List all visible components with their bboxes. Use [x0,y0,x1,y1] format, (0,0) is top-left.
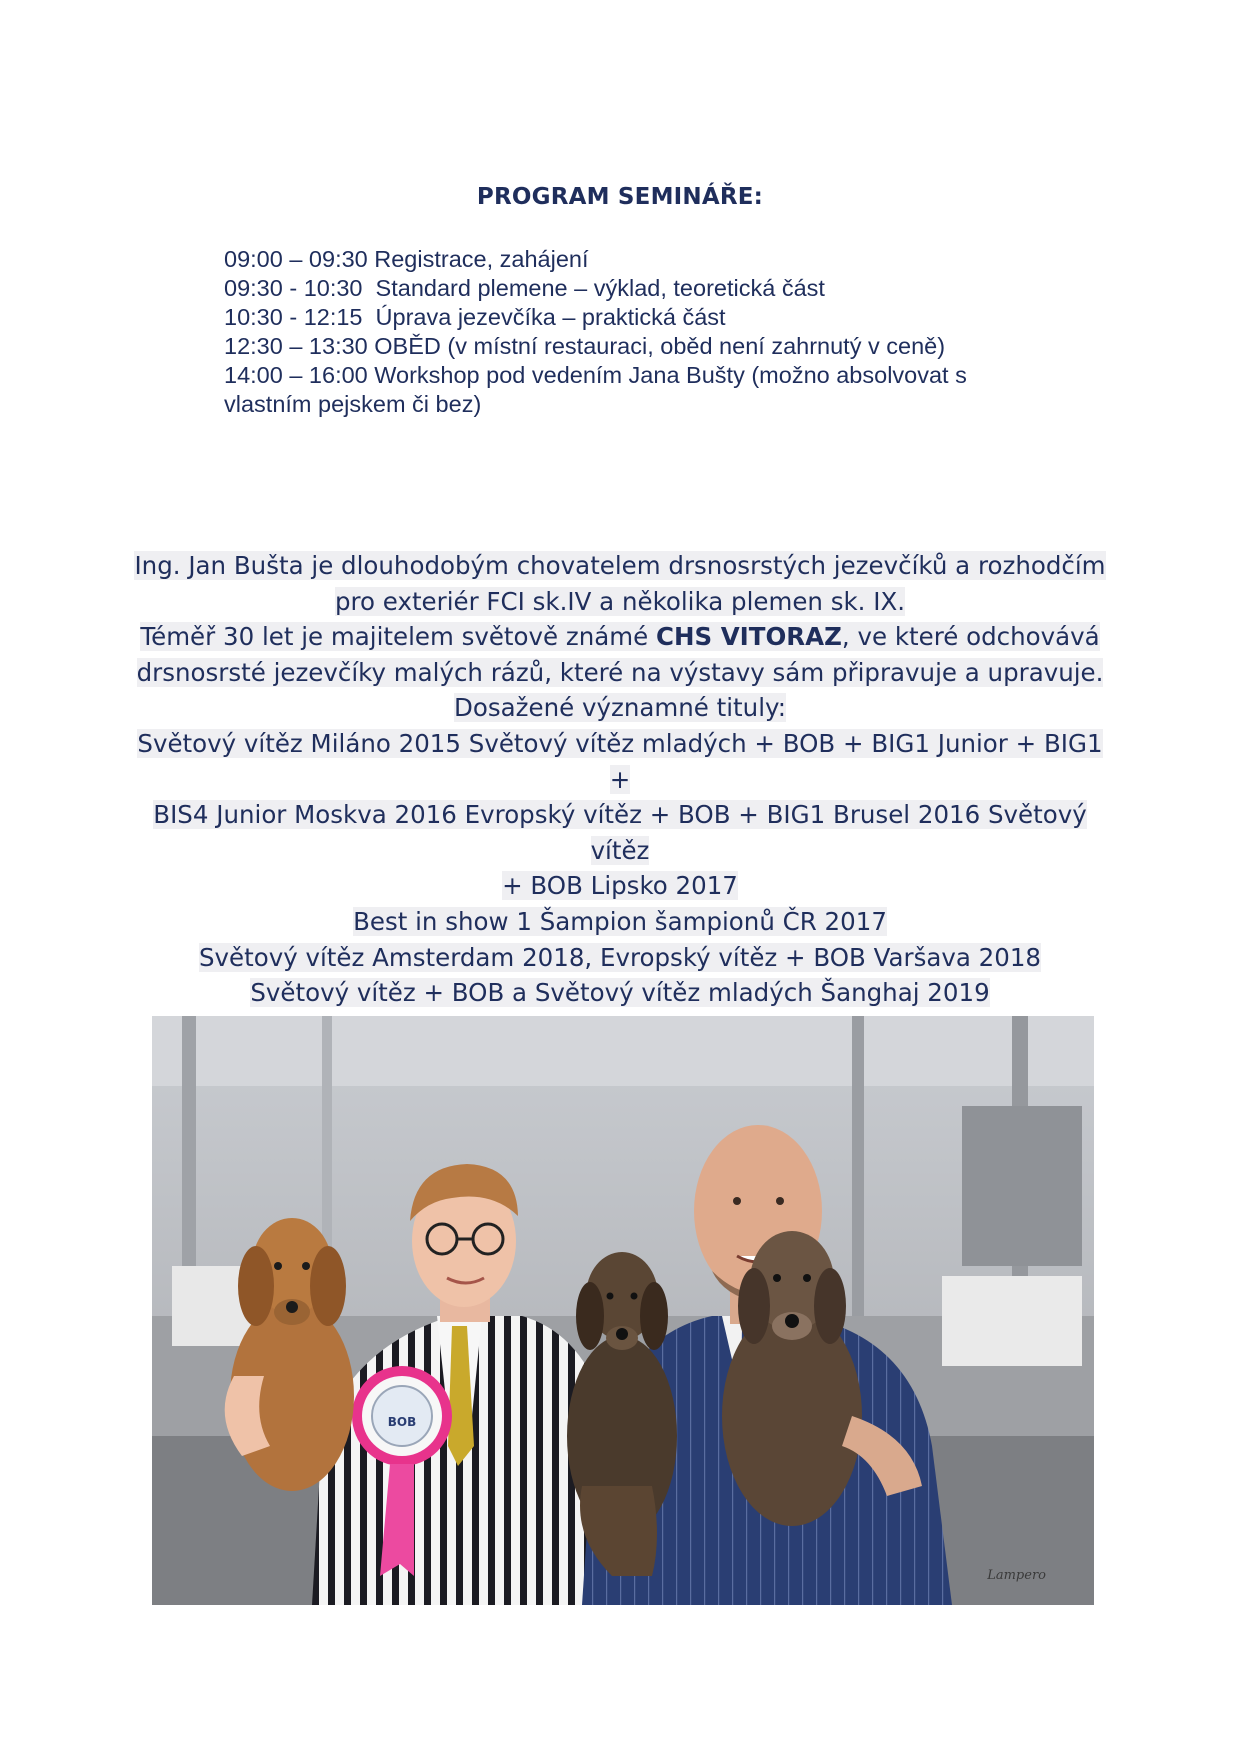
bio-line: Dosažené významné tituly: [454,693,786,723]
bio-line: BIS4 Junior Moskva 2016 Evropský vítěz + BOB + BIG1 Brusel 2016 Světový vítěz [153,800,1087,865]
photographer-signature: Lampero [987,1568,1046,1583]
kennel-name: CHS VITORAZ [656,622,842,652]
schedule-item: 09:30 - 10:30 Standard plemene – výklad, teoretická část [224,275,825,301]
bio-text [130,548,1110,1011]
schedule-item: 09:00 – 09:30 Registrace, zahájení [224,246,589,272]
bio-line [140,622,1099,651]
bio-line: pro exteriér FCI sk.IV a několika plemen sk. IX. [334,586,906,616]
schedule-item: 10:30 - 12:15 Úprava jezevčíka – praktická část [224,304,726,330]
bio-line: drsnosrsté jezevčíky malých rázů, které na výstavy sám připravuje a upravuje. [136,657,1104,687]
program-title: PROGRAM SEMINÁŘE: [476,184,764,210]
bio-line-text: , ve které odchovává [841,622,1100,652]
photo-judges-with-dachshunds [152,1016,1094,1605]
schedule-item: vlastním pejskem či bez) [224,391,482,417]
schedule-item: 14:00 – 16:00 Workshop pod vedením Jana Bušty (možno absolvovat s [224,362,967,388]
bio-line: Ing. Jan Bušta je dlouhodobým chovatelem drsnosrstých jezevčíků a rozhodčím [134,551,1106,580]
bio-line: Best in show 1 Šampion šampionů ČR 2017 [353,906,887,936]
bio-line: + BOB Lipsko 2017 [502,871,738,901]
bio-line: Světový vítěz + BOB a Světový vítěz mladých Šanghaj 2019 [250,978,990,1008]
bio-line-text: Téměř 30 let je majitelem světově známé [140,622,657,652]
bio-line: Světový vítěz Amsterdam 2018, Evropský vítěz + BOB Varšava 2018 [199,942,1041,972]
rosette-label: BOB [387,1415,417,1429]
photo-illustration [152,1016,1094,1605]
schedule-item: 12:30 – 13:30 OBĚD (v místní restauraci, oběd není zahrnutý v ceně) [224,333,946,359]
bio-line: Světový vítěz Miláno 2015 Světový vítěz mladých + BOB + BIG1 Junior + BIG1 + [137,728,1103,794]
schedule-list [224,245,1044,419]
